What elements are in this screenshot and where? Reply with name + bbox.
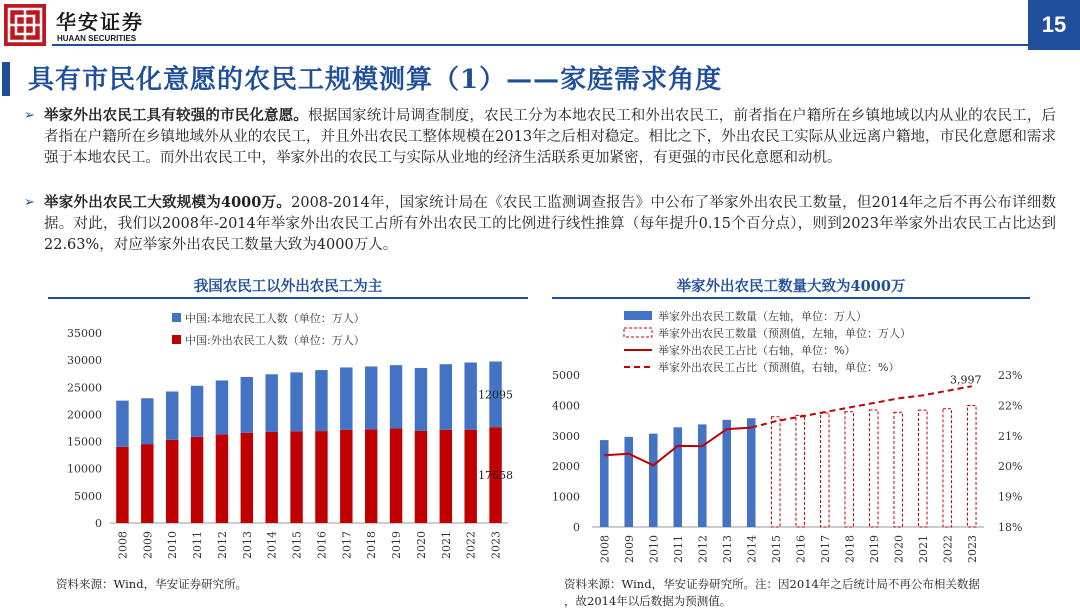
bar-migrant-workers — [191, 437, 203, 523]
bullet-point — [26, 105, 1056, 169]
x-tick-label: 2019 — [390, 531, 404, 559]
logo-mark-icon — [4, 4, 46, 46]
right-chart-source — [564, 576, 1064, 608]
x-tick-label: 2023 — [489, 531, 503, 559]
left-chart-title: 我国农民工以外出农民工为主 — [193, 278, 383, 295]
bar-migrant-workers — [315, 431, 327, 523]
y-left-tick-label: 3000 — [552, 429, 580, 443]
bar-migrant-workers — [440, 430, 452, 523]
x-tick-label: 2015 — [290, 531, 304, 559]
x-tick-label: 2020 — [414, 531, 428, 559]
bar-migrant-workers — [290, 431, 302, 523]
bar-family-migrants — [673, 427, 682, 527]
bar-local-workers — [464, 363, 476, 430]
bar-local-workers — [166, 392, 178, 440]
x-tick-label: 2013 — [240, 531, 254, 559]
x-tick-label: 2016 — [315, 531, 329, 559]
bar-migrant-workers — [141, 444, 153, 523]
legend-swatch-local — [172, 313, 181, 322]
x-tick-label: 2023 — [965, 535, 979, 563]
y-right-tick-label: 23% — [998, 369, 1023, 382]
brand-name-english: HUAAN SECURITIES — [57, 34, 137, 43]
title-accent-bar — [2, 62, 10, 96]
x-tick-label: 2020 — [892, 535, 906, 563]
right-chart-source-line-1: 资料来源：Wind，华安证券研究所。注：因2014年之后统计局不再公布相关数据 — [564, 577, 980, 591]
bar-family-migrants-forecast — [869, 410, 878, 527]
x-tick-label: 2008 — [598, 535, 612, 563]
bar-local-workers — [241, 377, 253, 433]
y-right-tick-label: 22% — [998, 399, 1023, 413]
y-tick-label: 35000 — [67, 327, 102, 340]
bar-migrant-workers — [265, 432, 277, 523]
bar-family-migrants-forecast — [796, 415, 805, 527]
y-tick-label: 25000 — [67, 381, 102, 395]
right-chart-source-line-2: ，故2014年以后数据为预测值。 — [564, 594, 732, 608]
bar-family-migrants-forecast — [845, 412, 854, 527]
brand-name: 华安证券 — [56, 10, 144, 34]
y-right-tick-label: 18% — [998, 521, 1023, 534]
x-tick-label: 2017 — [818, 535, 832, 563]
bar-local-workers — [191, 386, 203, 437]
y-left-tick-label: 1000 — [552, 490, 580, 504]
bar-migrant-workers — [216, 434, 228, 523]
y-left-tick-label: 5000 — [552, 369, 580, 382]
x-tick-label: 2011 — [671, 535, 685, 563]
x-tick-label: 2011 — [191, 531, 205, 559]
legend-label-line: 举家外出农民工占比（右轴，单位：%） — [658, 344, 856, 357]
x-tick-label: 2014 — [745, 535, 759, 563]
bar-family-migrants-forecast — [918, 410, 927, 527]
x-tick-label: 2017 — [340, 531, 354, 559]
y-right-tick-label: 21% — [998, 429, 1023, 443]
bar-family-migrants-forecast — [943, 409, 952, 527]
x-tick-label: 2018 — [843, 535, 857, 563]
bar-local-workers — [216, 380, 228, 434]
bar-family-migrants-forecast — [771, 417, 780, 527]
bar-local-workers — [141, 398, 153, 444]
y-right-tick-label: 20% — [998, 460, 1023, 474]
x-tick-label: 2009 — [622, 535, 636, 563]
y-left-tick-label: 0 — [573, 521, 580, 534]
legend-label-bar: 举家外出农民工数量（左轴，单位：万人） — [658, 310, 867, 323]
y-tick-label: 10000 — [67, 462, 102, 476]
legend-label-local: 中国:本地农民工人数（单位：万人） — [185, 312, 365, 325]
legend-label-bar-forecast: 举家外出农民工数量（预测值，左轴，单位：万人） — [658, 327, 911, 340]
line-family-share-forecast — [751, 386, 972, 427]
x-tick-label: 2022 — [941, 535, 955, 563]
bar-local-workers — [265, 374, 277, 431]
bar-local-workers — [315, 370, 327, 431]
x-tick-label: 2014 — [265, 531, 279, 559]
y-tick-label: 0 — [95, 517, 102, 530]
y-tick-label: 15000 — [67, 435, 102, 449]
legend-swatch-bar-forecast — [624, 328, 652, 337]
header-divider — [52, 44, 1042, 46]
bar-migrant-workers — [365, 429, 377, 523]
x-tick-label: 2018 — [365, 531, 379, 559]
y-tick-label: 20000 — [67, 408, 102, 422]
data-label-migrant: 17658 — [478, 469, 514, 483]
legend-swatch-bar — [624, 311, 652, 320]
x-tick-label: 2008 — [116, 531, 130, 559]
bar-migrant-workers — [166, 440, 178, 523]
company-logo — [4, 4, 46, 46]
y-tick-label: 30000 — [67, 354, 102, 368]
bar-local-workers — [415, 368, 427, 431]
legend-label-migrant: 中国:外出农民工人数（单位：万人） — [185, 334, 365, 347]
slide-title: 具有市民化意愿的农民工规模测算（1）——家庭需求角度 — [28, 65, 723, 95]
bullet-body: 2008-2014年，国家统计局在《农民工监测调查报告》中公布了举家外出农民工数量，但2014年之后不再公布详细数据。对此，我们以2008年-2014年举家外出农民工占所有外出农民工的比例进行线性推算（每年提升0.15个百分点），则到2023年举家外出农民工占比达到22.63%，对应举家外出农民工数量大致为4000万人。 — [44, 195, 1056, 253]
left-chart-rule — [48, 297, 528, 299]
bullet-lead: 举家外出农民工大致规模为4000万。 — [44, 194, 292, 211]
bullet-point — [26, 192, 1056, 256]
bullet-body: 根据国家统计局调查制度，农民工分为本地农民工和外出农民工，前者指在户籍所在乡镇地域以内从业的农民工，后者指在户籍所在乡镇地域外从业的农民工，并且外出农民工整体规模在2013年之后相对稳定。相比之下，外出农民工实际从业远离户籍地，市民化意愿和需求强于本地农民工。而外出农民工中，举家外出的农民工与实际从业地的经济生活联系更加紧密，有更强的市民化意愿和动机。 — [44, 108, 1056, 166]
bar-family-migrants — [624, 437, 633, 527]
right-chart — [552, 305, 1030, 573]
bar-family-migrants-forecast — [894, 412, 903, 527]
legend-swatch-migrant — [172, 335, 181, 344]
bar-family-migrants — [698, 424, 707, 527]
y-right-tick-label: 19% — [998, 490, 1023, 504]
bar-migrant-workers — [241, 433, 253, 523]
bar-family-migrants — [600, 440, 609, 527]
x-tick-label: 2012 — [215, 531, 229, 559]
y-left-tick-label: 2000 — [552, 460, 580, 474]
bar-family-migrants-forecast — [820, 413, 829, 527]
bar-migrant-workers — [340, 430, 352, 523]
y-left-tick-label: 4000 — [552, 399, 580, 413]
x-tick-label: 2010 — [647, 535, 661, 563]
x-tick-label: 2021 — [916, 535, 930, 563]
x-tick-label: 2021 — [439, 531, 453, 559]
bar-family-migrants — [722, 420, 731, 527]
right-chart-title: 举家外出农民工数量大致为4000万 — [676, 278, 906, 295]
x-tick-label: 2009 — [141, 531, 155, 559]
x-tick-label: 2012 — [696, 535, 710, 563]
left-chart-source: 资料来源：Wind，华安证券研究所。 — [56, 577, 248, 591]
x-tick-label: 2013 — [720, 535, 734, 563]
data-label-local: 12095 — [478, 388, 514, 402]
x-tick-label: 2019 — [867, 535, 881, 563]
x-tick-label: 2010 — [166, 531, 180, 559]
bullet-arrow-icon: ➢ — [24, 195, 35, 210]
x-tick-label: 2015 — [769, 535, 783, 563]
bullet-text — [26, 192, 1056, 256]
right-chart-rule — [552, 297, 1030, 299]
data-label-last: 3,997 — [950, 373, 982, 387]
bar-local-workers — [290, 372, 302, 431]
bar-local-workers — [365, 366, 377, 429]
bar-family-migrants — [747, 418, 756, 527]
bar-family-migrants-forecast — [967, 405, 976, 527]
bar-migrant-workers — [415, 431, 427, 523]
legend-label-line-forecast: 举家外出农民工占比（预测值，右轴，单位：%） — [658, 361, 900, 374]
bullet-lead: 举家外出农民工具有较强的市民化意愿。 — [44, 107, 309, 124]
page-number: 15 — [1028, 0, 1080, 50]
bar-local-workers — [116, 401, 128, 447]
x-tick-label: 2022 — [464, 531, 478, 559]
bullet-text — [26, 105, 1056, 169]
bar-local-workers — [340, 367, 352, 429]
y-tick-label: 5000 — [74, 489, 102, 503]
bar-migrant-workers — [116, 447, 128, 523]
bar-migrant-workers — [464, 430, 476, 523]
bullet-arrow-icon: ➢ — [24, 108, 35, 123]
left-chart — [48, 305, 528, 573]
bar-family-migrants — [649, 434, 658, 527]
x-tick-label: 2016 — [794, 535, 808, 563]
bar-migrant-workers — [390, 428, 402, 523]
bar-local-workers — [390, 365, 402, 428]
bar-local-workers — [440, 364, 452, 430]
